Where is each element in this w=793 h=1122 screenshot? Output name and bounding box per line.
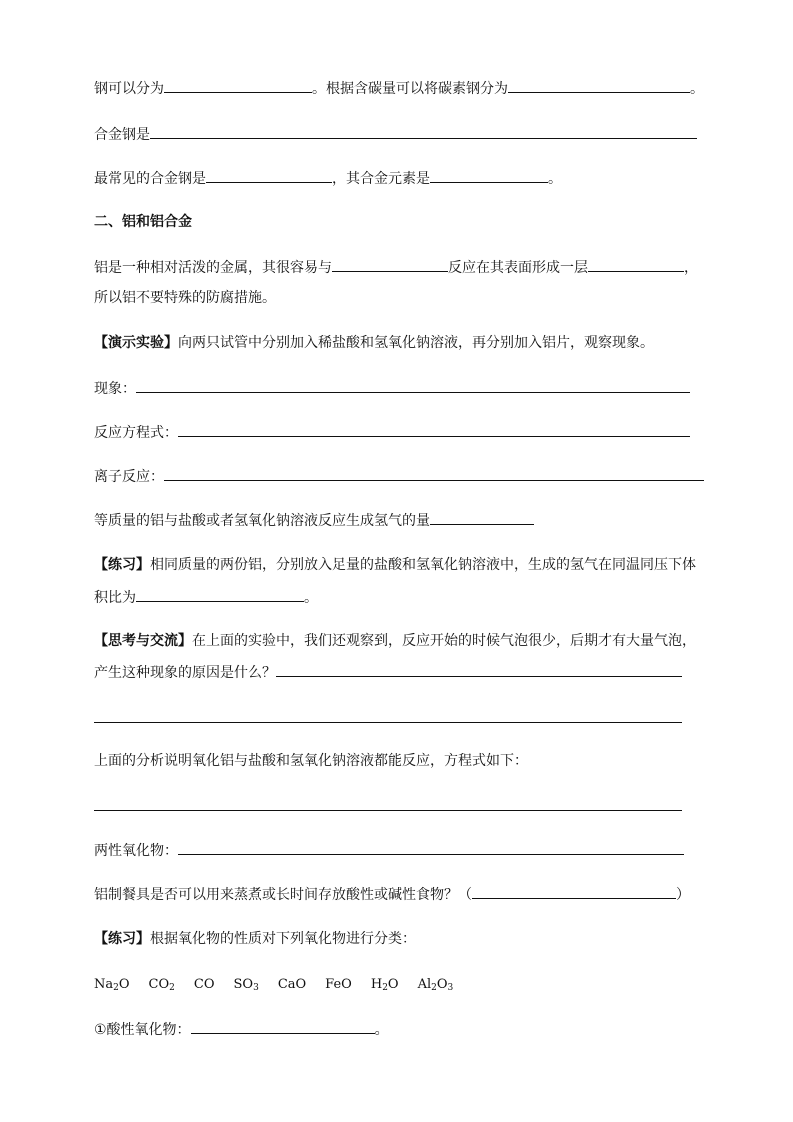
practice1-line: [94, 555, 696, 575]
text: 。: [548, 171, 562, 187]
label: ①酸性氧化物：: [94, 1022, 191, 1038]
text: 。: [690, 81, 704, 97]
answer-blank[interactable]: [178, 422, 690, 437]
practice-tag: 【练习】: [94, 931, 150, 947]
acidic-oxide-line: [94, 1019, 389, 1039]
answer-blank[interactable]: [508, 78, 690, 93]
text: 。: [374, 1022, 389, 1038]
text: 。根据含碳量可以将碳素钢分为: [312, 81, 508, 97]
text: ）: [676, 887, 690, 903]
text: 相同质量的两份铝，分别放入足量的盐酸和氢氧化钠溶液中，生成的氢气在同温同压下体: [150, 557, 696, 573]
equal-mass-line: [94, 510, 534, 530]
oxide-formula: $H_2O$: [370, 977, 399, 993]
aluminum-intro-line: [94, 257, 698, 277]
answer-blank[interactable]: [276, 662, 682, 677]
oxide-formula: $Al_2O_3$: [417, 977, 454, 993]
answer-blank[interactable]: [164, 78, 312, 93]
answer-blank[interactable]: [472, 884, 676, 899]
text: 最常见的合金钢是: [94, 171, 206, 187]
answer-blank[interactable]: [332, 257, 448, 272]
text: 钢可以分为: [94, 81, 164, 97]
label: 两性氧化物：: [94, 843, 178, 859]
text: 。: [304, 590, 318, 606]
text: 反应在其表面形成一层: [448, 260, 588, 276]
text: 向两只试管中分别加入稀盐酸和氢氧化钠溶液，再分别加入铝片，观察现象。: [178, 335, 654, 351]
answer-blank[interactable]: [178, 840, 684, 855]
practice1-line2: [94, 587, 318, 607]
demo-experiment-line: [94, 333, 654, 353]
text: 在上面的实验中，我们还观察到，反应开始的时候气泡很少，后期才有大量气泡，: [192, 633, 696, 649]
answer-blank[interactable]: [588, 257, 684, 272]
oxide-formula: CaO: [277, 977, 307, 992]
answer-blank[interactable]: [430, 510, 534, 525]
text: 根据氧化物的性质对下列氧化物进行分类：: [150, 931, 416, 947]
oxide-formula: FeO: [325, 977, 352, 992]
common-alloy-line: [94, 168, 562, 188]
steel-classification-line: [94, 78, 704, 98]
answer-blank[interactable]: [136, 378, 690, 393]
oxide-formula: $SO_3$: [233, 977, 259, 993]
label: 离子反应：: [94, 469, 164, 485]
think-tag: 【思考与交流】: [94, 633, 192, 649]
oxide-formula: $Na_2O$: [94, 977, 130, 993]
answer-blank[interactable]: [430, 168, 548, 183]
text: 等质量的铝与盐酸或者氢氧化钠溶液反应生成氢气的量: [94, 513, 430, 529]
think-line2: [94, 662, 682, 682]
text: 铝是一种相对活泼的金属，其很容易与: [94, 260, 332, 276]
think-line: [94, 631, 696, 651]
answer-line[interactable]: [94, 722, 682, 723]
answer-blank[interactable]: [150, 124, 697, 139]
practice-tag: 【练习】: [94, 557, 150, 573]
answer-blank[interactable]: [136, 587, 304, 602]
demo-tag: 【演示实验】: [94, 335, 178, 351]
alloy-steel-line: [94, 124, 697, 144]
aluminum-intro-line2: 所以铝不要特殊的防腐措施。: [94, 290, 276, 306]
oxide-list: [94, 975, 472, 995]
phenomenon-line: [94, 378, 690, 398]
answer-blank[interactable]: [164, 466, 704, 481]
text: ，其合金元素是: [332, 171, 430, 187]
label: 现象：: [94, 381, 136, 397]
equation-line: [94, 422, 690, 442]
text: 铝制餐具是否可以用来蒸煮或长时间存放酸性或碱性食物？（: [94, 887, 472, 903]
text: ，: [684, 260, 698, 276]
oxide-formula: CO: [193, 977, 215, 992]
amphoteric-line: [94, 840, 684, 860]
answer-blank[interactable]: [206, 168, 332, 183]
text: 合金钢是: [94, 127, 150, 143]
oxide-formula: $CO_2$: [148, 977, 175, 993]
answer-line[interactable]: [94, 810, 682, 811]
cookware-line: [94, 884, 690, 904]
label: 反应方程式：: [94, 425, 178, 441]
section-title: 二、铝和铝合金: [94, 214, 192, 230]
practice2-line: [94, 929, 416, 949]
text: 积比为: [94, 590, 136, 606]
analysis-line: 上面的分析说明氧化铝与盐酸和氢氧化钠溶液都能反应，方程式如下：: [94, 753, 528, 769]
ionic-line: [94, 466, 704, 486]
answer-blank[interactable]: [191, 1019, 375, 1034]
text: 产生这种现象的原因是什么？: [94, 665, 276, 681]
